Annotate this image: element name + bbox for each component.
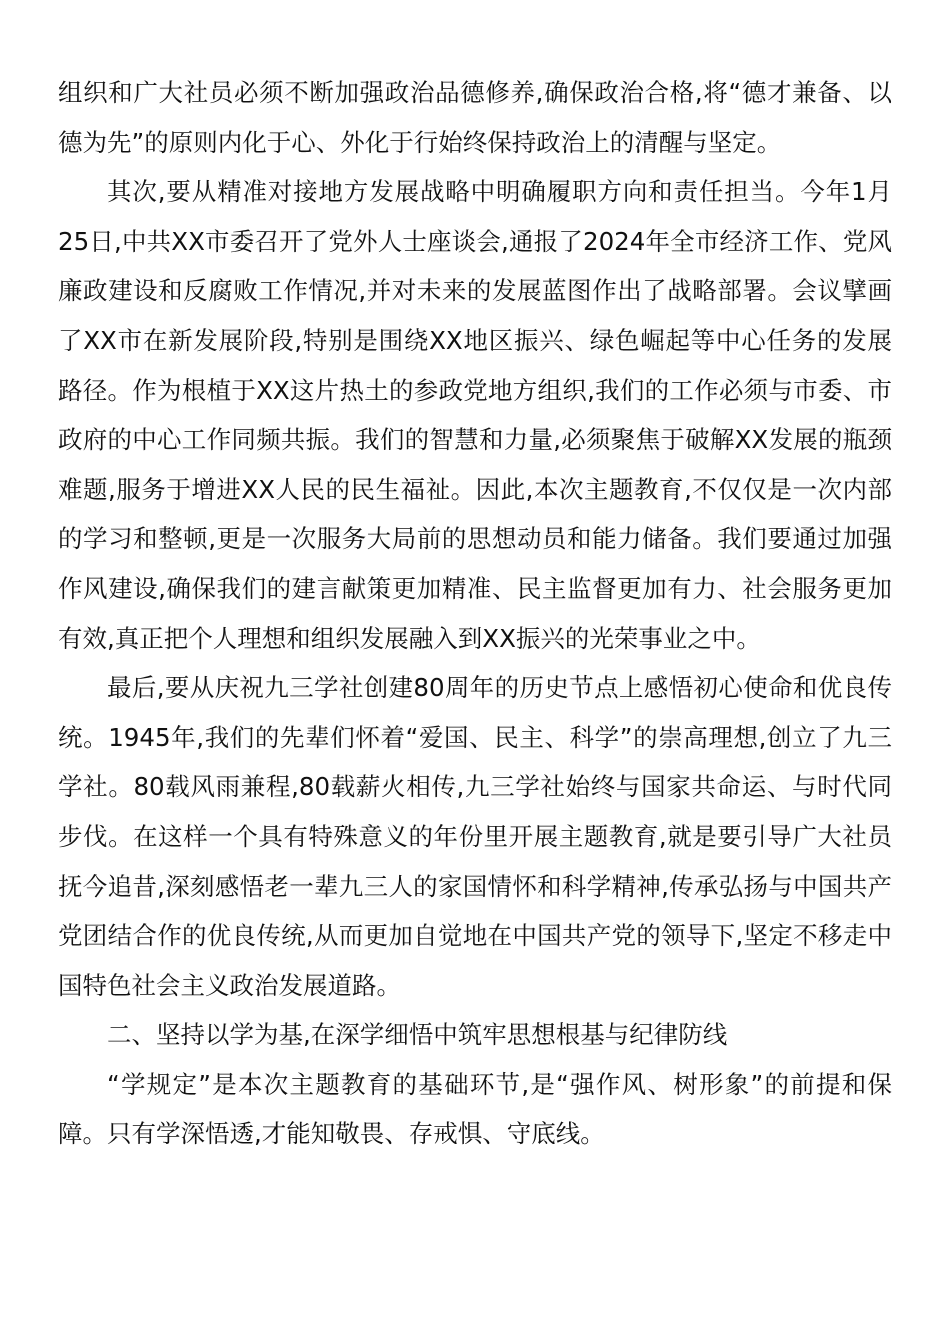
document-body — [58, 68, 892, 1159]
paragraph-80th-anniversary: 最后,要从庆祝九三学社创建80周年的历史节点上感悟初心使命和优良传统。1945年,我们的先辈们怀着“爱国、民主、科学”的崇高理想,创立了九三学社。80载风雨兼程,80载薪火相传,九三学社始终与国家共命运、与时代同步伐。在这样一个具有特殊意义的年份里开展主题教育,就是要引导广大社员抚今追昔,深刻感悟老一辈九三人的家国情怀和科学精神,传承弘扬与中国共产党团结合作的优良传统,从而更加自觉地在中国共产党的领导下,坚定不移走中国特色社会主义政治发展道路。 — [58, 673, 892, 1000]
section-heading-2: 二、坚持以学为基,在深学细悟中筑牢思想根基与纪律防线 — [107, 1020, 728, 1050]
paragraph-continuation: 组织和广大社员必须不断加强政治品德修养,确保政治合格,将“德才兼备、以德为先”的原则内化于心、外化于行始终保持政治上的清醒与坚定。 — [58, 78, 892, 157]
paragraph-study-rules: “学规定”是本次主题教育的基础环节,是“强作风、树形象”的前提和保障。只有学深悟透,才能知敬畏、存戒惧、守底线。 — [58, 1069, 892, 1149]
paragraph-local-strategy: 其次,要从精准对接地方发展战略中明确履职方向和责任担当。今年1月25日,中共XX市委召开了党外人士座谈会,通报了2024年全市经济工作、党风廉政建设和反腐败工作情况,并对未来的发展蓝图作出了战略部署。会议擘画了XX市在新发展阶段,特别是围绕XX地区振兴、绿色崛起等中心任务的发展路径。作为根植于XX这片热土的参政党地方组织,我们的工作必须与市委、市政府的中心工作同频共振。我们的智慧和力量,必须聚焦于破解XX发展的瓶颈难题,服务于增进XX人民的民生福祉。因此,本次主题教育,不仅仅是一次内部的学习和整顿,更是一次服务大局前的思想动员和能力储备。我们要通过加强作风建设,确保我们的建言献策更加精准、民主监督更加有力、社会服务更加有效,真正把个人理想和组织发展融入到XX振兴的光荣事业之中。 — [58, 177, 892, 653]
